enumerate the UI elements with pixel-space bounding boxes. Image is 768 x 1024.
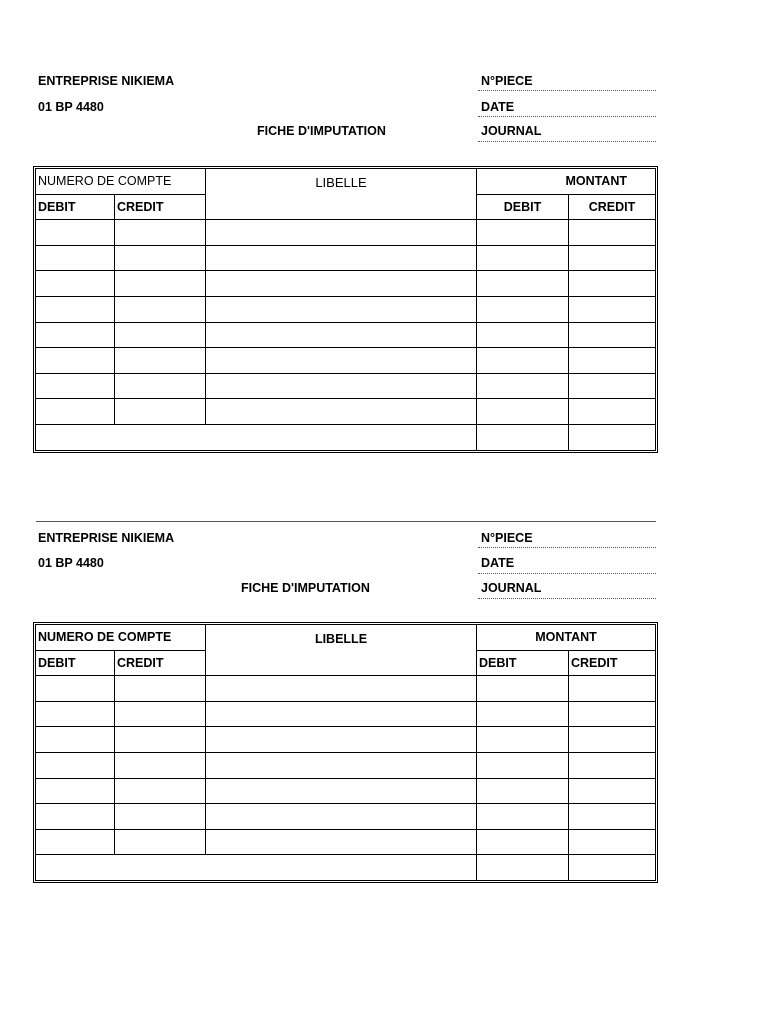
libelle-cell[interactable] (206, 323, 477, 349)
total-credit-cell[interactable] (569, 855, 655, 880)
credit-account-cell[interactable] (115, 348, 206, 374)
credit-amount-cell[interactable] (569, 348, 655, 374)
account-number-header: NUMERO DE COMPTE (36, 169, 206, 195)
libelle-cell[interactable] (206, 374, 477, 400)
credit-amount-cell[interactable] (569, 779, 655, 805)
account-debit-header: DEBIT (36, 195, 115, 221)
journal-label: JOURNAL (481, 124, 542, 138)
company-name: ENTREPRISE NIKIEMA (38, 74, 175, 88)
libelle-cell[interactable] (206, 804, 477, 830)
totals-row[interactable] (36, 425, 655, 450)
credit-account-cell[interactable] (115, 399, 206, 425)
libelle-header (206, 625, 477, 676)
total-debit-cell[interactable] (477, 855, 569, 880)
date-label: DATE (481, 100, 515, 114)
credit-account-cell[interactable] (115, 297, 206, 323)
imputation-table (33, 166, 658, 453)
amount-header: MONTANT (477, 625, 655, 651)
debit-amount-cell[interactable] (477, 246, 569, 272)
debit-account-cell[interactable] (36, 246, 115, 272)
debit-account-cell[interactable] (36, 399, 115, 425)
table-header-row (36, 625, 655, 651)
totals-row[interactable] (36, 855, 655, 880)
table-row[interactable] (36, 271, 655, 297)
debit-account-cell[interactable] (36, 323, 115, 349)
table-row[interactable] (36, 297, 655, 323)
date-field-line[interactable] (478, 116, 656, 117)
journal-field-line[interactable] (478, 598, 656, 599)
libelle-cell[interactable] (206, 271, 477, 297)
table-row[interactable] (36, 753, 655, 779)
debit-amount-cell[interactable] (477, 297, 569, 323)
debit-amount-cell[interactable] (477, 753, 569, 779)
libelle-header-text: LIBELLE (314, 632, 368, 646)
debit-account-cell[interactable] (36, 804, 115, 830)
company-name: ENTREPRISE NIKIEMA (38, 531, 175, 545)
credit-amount-cell[interactable] (569, 374, 655, 400)
debit-account-cell[interactable] (36, 753, 115, 779)
company-address: 01 BP 4480 (38, 556, 104, 570)
journal-field-line[interactable] (478, 141, 656, 142)
credit-amount-cell[interactable] (569, 753, 655, 779)
debit-account-cell[interactable] (36, 374, 115, 400)
libelle-cell[interactable] (206, 297, 477, 323)
debit-account-cell[interactable] (36, 727, 115, 753)
totals-label-cell[interactable] (36, 425, 477, 450)
credit-account-cell[interactable] (115, 830, 206, 856)
credit-account-cell[interactable] (115, 271, 206, 297)
credit-account-cell[interactable] (115, 220, 206, 246)
table-row[interactable] (36, 246, 655, 272)
credit-account-cell[interactable] (115, 702, 206, 728)
debit-amount-cell[interactable] (477, 399, 569, 425)
table-row[interactable] (36, 702, 655, 728)
credit-amount-cell[interactable] (569, 220, 655, 246)
journal-label: JOURNAL (481, 581, 542, 595)
credit-amount-cell[interactable] (569, 297, 655, 323)
separator-line (36, 521, 656, 522)
debit-account-cell[interactable] (36, 297, 115, 323)
debit-account-cell[interactable] (36, 830, 115, 856)
account-credit-header: CREDIT (115, 195, 206, 221)
account-credit-header: CREDIT (115, 651, 206, 677)
total-debit-cell[interactable] (477, 425, 569, 450)
credit-amount-cell[interactable] (569, 830, 655, 856)
table-row[interactable] (36, 374, 655, 400)
libelle-cell[interactable] (206, 399, 477, 425)
debit-account-cell[interactable] (36, 676, 115, 702)
debit-amount-cell[interactable] (477, 702, 569, 728)
debit-amount-cell[interactable] (477, 804, 569, 830)
date-label: DATE (481, 556, 515, 570)
table-row[interactable] (36, 830, 655, 856)
debit-amount-cell[interactable] (477, 779, 569, 805)
form-title: FICHE D'IMPUTATION (241, 581, 370, 595)
table-row[interactable] (36, 220, 655, 246)
credit-account-cell[interactable] (115, 753, 206, 779)
account-debit-header: DEBIT (36, 651, 115, 677)
table-row[interactable] (36, 348, 655, 374)
piece-field-line[interactable] (478, 547, 656, 548)
debit-amount-cell[interactable] (477, 220, 569, 246)
credit-account-cell[interactable] (115, 246, 206, 272)
amount-credit-header: CREDIT (569, 651, 655, 677)
credit-account-cell[interactable] (115, 374, 206, 400)
libelle-cell[interactable] (206, 220, 477, 246)
credit-account-cell[interactable] (115, 804, 206, 830)
debit-amount-cell[interactable] (477, 830, 569, 856)
total-credit-cell[interactable] (569, 425, 655, 450)
credit-amount-cell[interactable] (569, 727, 655, 753)
credit-account-cell[interactable] (115, 676, 206, 702)
libelle-cell[interactable] (206, 348, 477, 374)
amount-header: MONTANT (477, 169, 655, 195)
libelle-header (206, 169, 477, 220)
piece-label: N°PIECE (481, 531, 533, 545)
amount-debit-header: DEBIT (477, 195, 569, 221)
libelle-header-text: LIBELLE (315, 175, 367, 190)
company-address: 01 BP 4480 (38, 100, 104, 114)
debit-amount-cell[interactable] (477, 374, 569, 400)
amount-credit-header: CREDIT (569, 195, 655, 221)
libelle-cell[interactable] (206, 753, 477, 779)
piece-label: N°PIECE (481, 74, 533, 88)
credit-amount-cell[interactable] (569, 702, 655, 728)
libelle-cell[interactable] (206, 702, 477, 728)
table-row[interactable] (36, 676, 655, 702)
libelle-cell[interactable] (206, 727, 477, 753)
libelle-cell[interactable] (206, 676, 477, 702)
credit-amount-cell[interactable] (569, 399, 655, 425)
debit-amount-cell[interactable] (477, 271, 569, 297)
table-header-row (36, 169, 655, 195)
table-row[interactable] (36, 779, 655, 805)
credit-amount-cell[interactable] (569, 804, 655, 830)
libelle-cell[interactable] (206, 246, 477, 272)
form-title: FICHE D'IMPUTATION (257, 124, 386, 138)
table-row[interactable] (36, 804, 655, 830)
debit-amount-cell[interactable] (477, 348, 569, 374)
date-field-line[interactable] (478, 573, 656, 574)
debit-account-cell[interactable] (36, 271, 115, 297)
debit-amount-cell[interactable] (477, 323, 569, 349)
debit-account-cell[interactable] (36, 702, 115, 728)
account-number-header: NUMERO DE COMPTE (36, 625, 206, 651)
libelle-cell[interactable] (206, 830, 477, 856)
credit-amount-cell[interactable] (569, 271, 655, 297)
debit-amount-cell[interactable] (477, 676, 569, 702)
debit-account-cell[interactable] (36, 348, 115, 374)
debit-account-cell[interactable] (36, 779, 115, 805)
credit-account-cell[interactable] (115, 323, 206, 349)
credit-account-cell[interactable] (115, 727, 206, 753)
credit-amount-cell[interactable] (569, 323, 655, 349)
credit-amount-cell[interactable] (569, 676, 655, 702)
libelle-cell[interactable] (206, 779, 477, 805)
piece-field-line[interactable] (478, 90, 656, 91)
table-row[interactable] (36, 399, 655, 425)
credit-account-cell[interactable] (115, 779, 206, 805)
debit-account-cell[interactable] (36, 220, 115, 246)
debit-amount-cell[interactable] (477, 727, 569, 753)
table-row[interactable] (36, 727, 655, 753)
credit-amount-cell[interactable] (569, 246, 655, 272)
imputation-table (33, 622, 658, 883)
table-row[interactable] (36, 323, 655, 349)
amount-debit-header: DEBIT (477, 651, 569, 677)
totals-label-cell[interactable] (36, 855, 477, 880)
